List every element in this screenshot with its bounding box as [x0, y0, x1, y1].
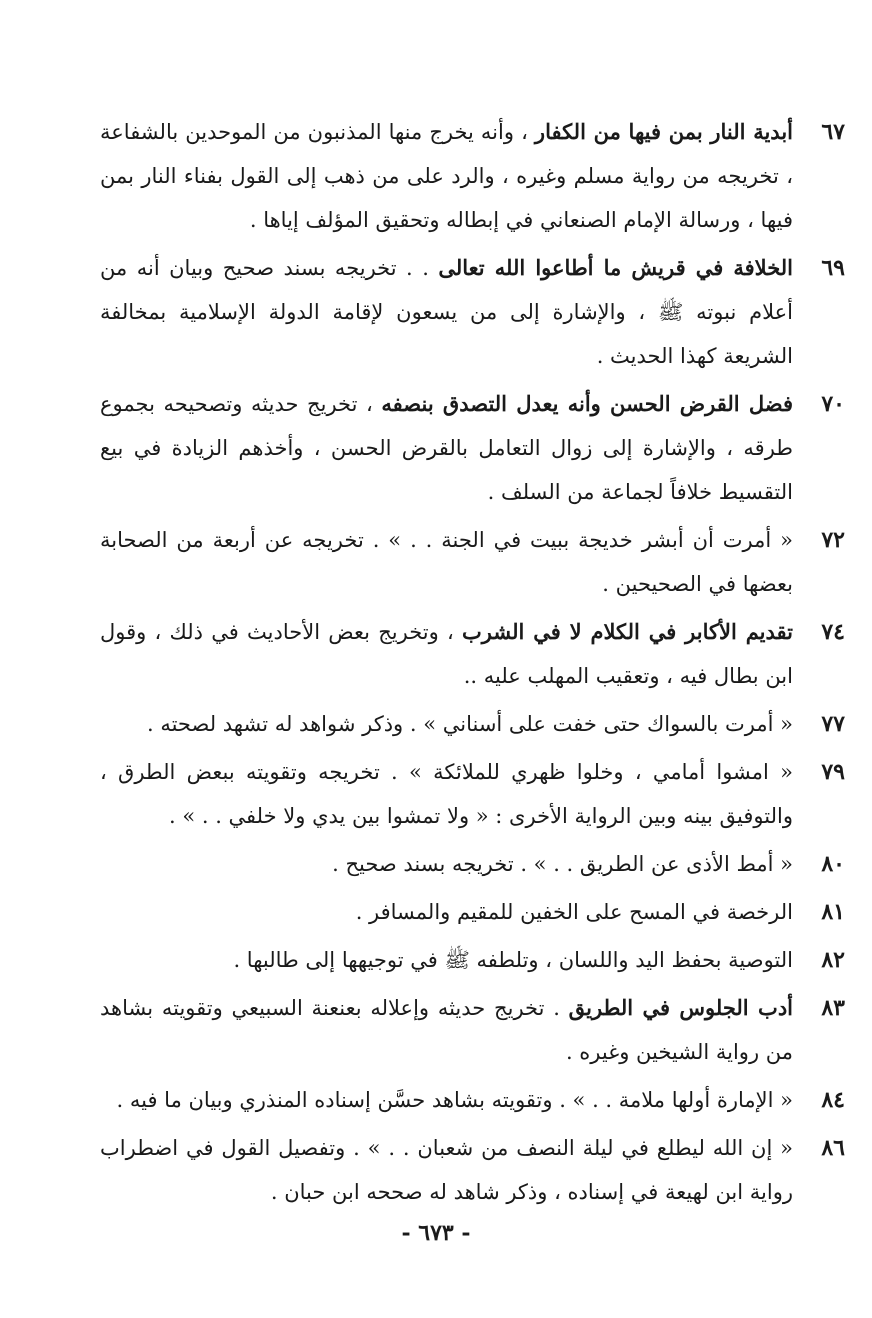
index-entry: [100, 110, 845, 242]
entry-description: ، وتخريج بعض الأحاديث في ذلك ، وقول ابن بطال فيه ، وتعقيب المهلب عليه ..: [100, 620, 793, 688]
entry-text: [100, 1126, 793, 1214]
entry-text: [100, 246, 793, 378]
entry-heading: أبدية النار بمن فيها من الكفار: [534, 119, 793, 144]
entry-description: ، تخريج حديثه وتصحيحه بجموع طرقه ، والإشارة إلى زوال التعامل بالقرض الحسن ، وأخذهم الزيادة في بيع التقسيط خلافاً لجماعة من السلف .: [100, 392, 793, 504]
entry-description: . . تخريجه بسند صحيح وبيان أنه من أعلام نبوته ﷺ ، والإشارة إلى من يسعون لإقامة الدولة الإسلامية بمخالفة الشريعة كهذا الحديث .: [100, 256, 793, 368]
entry-text: [100, 938, 793, 982]
entry-number: ٧٢: [821, 527, 845, 553]
entry-text: [100, 110, 793, 242]
page-number: - ٦٧٣ -: [401, 1220, 471, 1246]
entry-number: ٧٠: [821, 391, 845, 417]
index-entry: [100, 750, 845, 838]
entry-description: . تخريج حديثه وإعلاله بعنعنة السبيعي وتقويته بشاهد من رواية الشيخين وغيره .: [100, 996, 793, 1064]
entry-description: « أمرت بالسواك حتى خفت على أسناني » . وذكر شواهد له تشهد لصحته .: [146, 712, 793, 736]
entry-number: ٨٦: [821, 1135, 845, 1161]
entry-number: ٧٤: [821, 619, 845, 645]
entry-text: [100, 702, 793, 746]
entry-number: ٧٩: [821, 759, 845, 785]
entry-number: ٦٩: [821, 255, 845, 281]
entry-heading: فضل القرض الحسن وأنه يعدل التصدق بنصفه: [381, 391, 793, 416]
entry-description: التوصية بحفظ اليد واللسان ، وتلطفه ﷺ في توجيهها إلى طالبها .: [233, 948, 793, 972]
entry-description: « امشوا أمامي ، وخلوا ظهري للملائكة » . تخريجه وتقويته ببعض الطرق ، والتوفيق بينه وبين الرواية الأخرى : « ولا تمشوا بين يدي ولا خلفي . . » .: [100, 760, 793, 828]
index-entry: [100, 986, 845, 1074]
entry-text: [100, 518, 793, 606]
entry-text: [100, 890, 793, 934]
entry-description: ، وأنه يخرج منها المذنبون من الموحدين بالشفاعة ، تخريجه من رواية مسلم وغيره ، والرد على من ذهب إلى القول بفناء النار بمن فيها ، ورسالة الإمام الصنعاني في إبطاله وتحقيق المؤلف إياها .: [100, 120, 793, 232]
entry-number: ٧٧: [821, 711, 845, 737]
index-entry: [100, 1126, 845, 1214]
entry-number: ٨١: [821, 899, 845, 925]
index-entry: [100, 702, 845, 746]
entry-description: « أمرت أن أبشر خديجة ببيت في الجنة . . » . تخريجه عن أربعة من الصحابة بعضها في الصحيحين .: [100, 528, 793, 596]
entry-description: الرخصة في المسح على الخفين للمقيم والمسافر .: [355, 900, 793, 924]
index-entry: [100, 610, 845, 698]
entry-number: ٨٠: [821, 851, 845, 877]
entry-description: « أمط الأذى عن الطريق . . » . تخريجه بسند صحيح .: [332, 852, 793, 876]
entry-text: [100, 986, 793, 1074]
index-entry: [100, 246, 845, 378]
entry-text: [100, 382, 793, 514]
entry-number: ٦٧: [821, 119, 845, 145]
entry-text: [100, 610, 793, 698]
index-entry: [100, 1078, 845, 1122]
entry-text: [100, 750, 793, 838]
entry-text: [100, 842, 793, 886]
index-entry: [100, 938, 845, 982]
index-list: [100, 110, 845, 1214]
entry-number: ٨٣: [821, 995, 845, 1021]
index-entry: [100, 382, 845, 514]
entry-number: ٨٤: [821, 1087, 845, 1113]
index-entry: [100, 842, 845, 886]
entry-number: ٨٢: [821, 947, 845, 973]
entry-description: « إن الله ليطلع في ليلة النصف من شعبان . . » . وتفصيل القول في اضطراب رواية ابن لهيعة في إسناده ، وذكر شاهد له صححه ابن حبان .: [100, 1136, 793, 1204]
entry-heading: تقديم الأكابر في الكلام لا في الشرب: [462, 619, 794, 644]
entry-heading: أدب الجلوس في الطريق: [568, 995, 794, 1020]
index-entry: [100, 518, 845, 606]
index-entry: [100, 890, 845, 934]
entry-text: [100, 1078, 793, 1122]
entry-heading: الخلافة في قريش ما أطاعوا الله تعالى: [438, 255, 793, 280]
entry-description: « الإمارة أولها ملامة . . » . وتقويته بشاهد حسَّن إسناده المنذري وبيان ما فيه .: [116, 1088, 793, 1112]
